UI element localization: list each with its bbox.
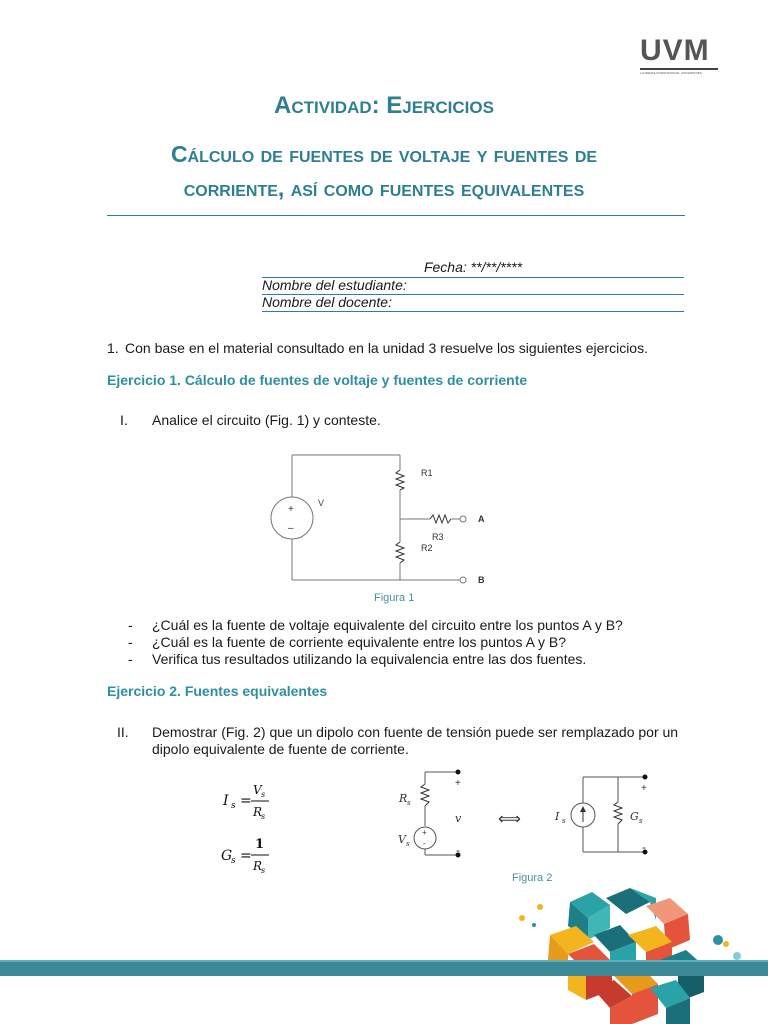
circuit-figure-1 [260, 445, 510, 595]
logo-tagline: LAUREATE INTERNATIONAL UNIVERSITIES [640, 71, 702, 75]
exercise-2-item-text-line-2: dipolo equivalente de fuente de corriente. [152, 741, 409, 757]
svg-text:s: s [231, 801, 236, 811]
figure-2-caption: Figura 2 [512, 872, 553, 884]
source-plus: + [288, 504, 294, 515]
label-v: V [318, 498, 325, 508]
activity-subtitle [0, 137, 768, 205]
exercise-1-item-number: I. [120, 412, 128, 428]
footer-band [0, 962, 768, 976]
svg-text:s: s [261, 790, 266, 799]
svg-text:=: = [240, 848, 252, 864]
title-divider [107, 215, 685, 216]
figure-1-caption: Figura 1 [374, 592, 415, 604]
svg-text:s: s [639, 817, 643, 825]
svg-text:-: - [456, 843, 460, 857]
svg-text:s: s [562, 817, 566, 825]
logo-underline [640, 68, 718, 70]
svg-text:s: s [261, 866, 266, 875]
intro-text: Con base en el material consultado en la unidad 3 resuelve los siguientes ejercicios. [125, 340, 648, 356]
decorative-cubes [510, 880, 768, 1024]
exercise-1-heading: Ejercicio 1. Cálculo de fuentes de voltaje y fuentes de corriente [107, 372, 528, 388]
svg-text:G: G [221, 848, 233, 864]
intro-number: 1. [107, 340, 119, 356]
label-r3: R3 [432, 532, 444, 542]
question-1: ¿Cuál es la fuente de voltaje equivalente del circuito entre los puntos A y B? [152, 617, 623, 633]
svg-text:R: R [399, 792, 408, 805]
svg-text:R: R [253, 805, 263, 819]
svg-text:+: + [641, 783, 647, 794]
current-arrow-icon [580, 806, 586, 812]
question-bullet: - [128, 634, 133, 650]
svg-text:⟺: ⟺ [498, 811, 521, 828]
teacher-name-field: Nombre del docente: [262, 294, 392, 310]
label-b: B [478, 575, 485, 585]
exercise-1-item-text: Analice el circuito (Fig. 1) y conteste. [152, 412, 381, 428]
svg-text:I: I [555, 810, 560, 823]
svg-text:=: = [240, 793, 252, 809]
label-r1: R1 [421, 468, 433, 478]
svg-text:I: I [223, 793, 229, 809]
svg-text:v: v [455, 812, 462, 825]
svg-text:s: s [406, 840, 410, 848]
svg-text:V: V [398, 833, 406, 846]
label-r2: R2 [421, 543, 433, 553]
svg-text:V: V [253, 783, 262, 797]
subtitle-line-2: corriente, así como fuentes equivalentes [183, 175, 585, 201]
date-field: Fecha: **/**/**** [423, 259, 523, 275]
circuit-figure-2 [390, 762, 670, 867]
question-3: Verifica tus resultados utilizando la equivalencia entre las dos fuentes. [152, 651, 587, 667]
svg-text:R: R [253, 859, 263, 873]
student-name-field: Nombre del estudiante: [262, 277, 407, 293]
info-divider [262, 311, 684, 312]
source-minus: – [288, 523, 294, 534]
question-bullet: - [128, 651, 133, 667]
activity-title: Actividad: Ejercicios [274, 92, 494, 119]
label-a: A [478, 514, 485, 524]
subtitle-line-1: Cálculo de fuentes de voltaje y fuentes de [170, 141, 598, 167]
svg-text:1: 1 [255, 837, 265, 852]
svg-text:s: s [261, 812, 266, 821]
svg-text:-: - [642, 840, 646, 854]
svg-text:-: - [423, 839, 426, 848]
exercise-2-item-number: II. [117, 724, 129, 740]
svg-text:s: s [407, 799, 411, 807]
svg-text:s: s [231, 856, 236, 866]
formulas [215, 775, 295, 875]
svg-text:+: + [422, 828, 427, 837]
uvm-logo: UVM [640, 34, 710, 67]
svg-text:+: + [455, 778, 461, 789]
question-bullet: - [128, 617, 133, 633]
question-2: ¿Cuál es la fuente de corriente equivalente entre los puntos A y B? [152, 634, 567, 650]
exercise-2-heading: Ejercicio 2. Fuentes equivalentes [107, 683, 328, 699]
svg-text:G: G [630, 810, 639, 823]
exercise-2-item-text-line-1: Demostrar (Fig. 2) que un dipolo con fuente de tensión puede ser remplazado por un [152, 724, 679, 740]
